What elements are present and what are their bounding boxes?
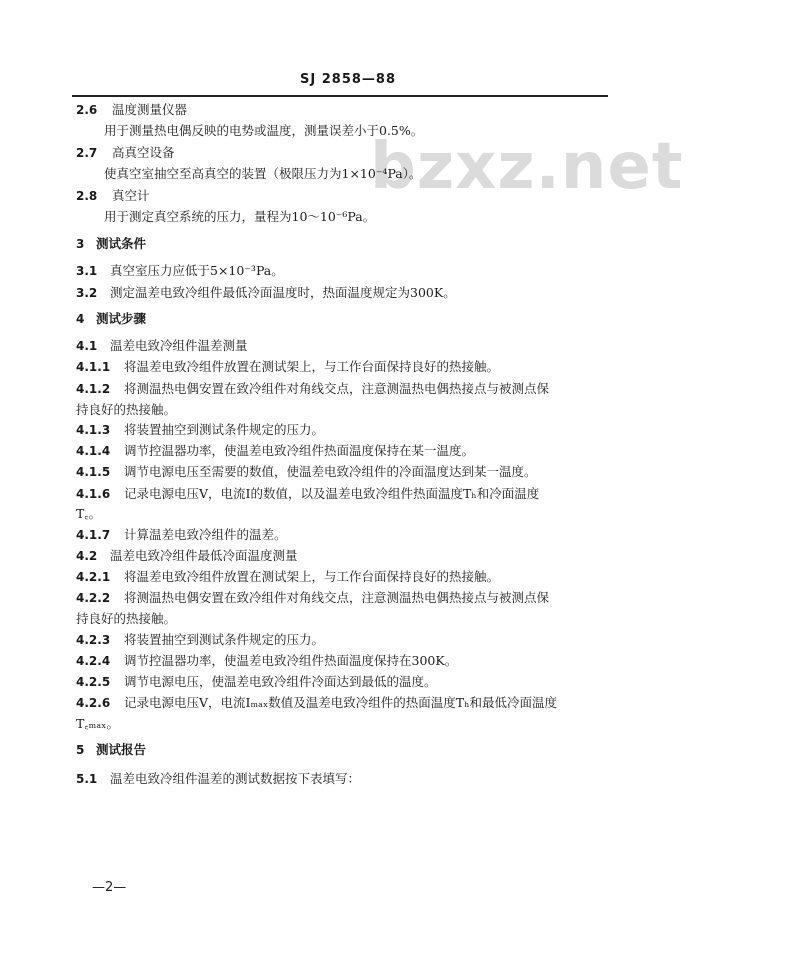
section-number: 5.1	[76, 772, 98, 786]
section-number: 4	[76, 312, 85, 326]
body-text: 用于测定真空系统的压力，量程为10～10⁻⁶Pa。	[104, 209, 376, 224]
body-text: 将装置抽空到测试条件规定的压力。	[124, 632, 325, 647]
body-text: 计算温差电致冷组件的温差。	[124, 527, 287, 542]
section-number: 4.1.5	[76, 465, 111, 479]
section-title: 温度测量仪器	[112, 102, 188, 117]
body-text: T꜀。	[76, 506, 102, 521]
body-text: 将温差电致冷组件放置在测试架上，与工作台面保持良好的热接触。	[124, 569, 500, 584]
body-text: 将温差电致冷组件放置在测试架上，与工作台面保持良好的热接触。	[124, 359, 500, 374]
watermark: bzxz.net	[370, 130, 684, 204]
section-number: 4.1.6	[76, 487, 111, 501]
body-text: 记录电源电压V，电流I的数值，以及温差电致冷组件热面温度Tₕ和冷面温度	[124, 486, 540, 501]
header-rule	[72, 95, 608, 97]
section-number: 4.1.7	[76, 528, 111, 542]
body-text: 调节电源电压至需要的数值，使温差电致冷组件的冷面温度达到某一温度。	[124, 464, 537, 479]
body-text: 调节控温器功率，使温差电致冷组件热面温度保持在某一温度。	[124, 443, 475, 458]
body-text: T꜀ₘₐₓ。	[76, 716, 119, 731]
body-text: 将测温热电偶安置在致冷组件对角线交点，注意测温热电偶热接点与被测点保	[124, 381, 550, 396]
body-text: 持良好的热接触。	[76, 402, 177, 417]
body-text: 使真空室抽空至高真空的装置（极限压力为1×10⁻⁴Pa）。	[104, 166, 422, 181]
section-number: 3.2	[76, 286, 98, 300]
section-number: 2.7	[76, 146, 98, 160]
section-number: 4.2.1	[76, 570, 111, 584]
section-title: 测试条件	[96, 236, 147, 251]
body-text: 温差电致冷组件最低冷面温度测量	[110, 548, 298, 563]
section-number: 4.1	[76, 339, 98, 353]
body-text: 持良好的热接触。	[76, 611, 177, 626]
body-text: 调节控温器功率，使温差电致冷组件热面温度保持在300K。	[124, 653, 458, 668]
section-number: 4.2	[76, 549, 98, 563]
body-text: 真空室压力应低于5×10⁻³Pa。	[110, 263, 284, 278]
body-text: 调节电源电压，使温差电致冷组件冷面达到最低的温度。	[124, 674, 437, 689]
section-title: 测试步骤	[96, 311, 147, 326]
section-number: 4.2.3	[76, 633, 111, 647]
body-text: 温差电致冷组件温差测量	[110, 338, 248, 353]
page-number: —2—	[92, 880, 127, 895]
section-number: 3	[76, 237, 85, 251]
section-number: 4.1.1	[76, 360, 111, 374]
standard-code-header: SJ 2858—88	[300, 72, 396, 87]
section-number: 3.1	[76, 264, 98, 278]
body-text: 将装置抽空到测试条件规定的压力。	[124, 422, 325, 437]
section-number: 4.2.5	[76, 675, 111, 689]
section-number: 4.1.2	[76, 382, 111, 396]
section-number: 4.2.2	[76, 591, 111, 605]
section-title: 高真空设备	[112, 145, 175, 160]
section-number: 4.2.6	[76, 696, 111, 710]
body-text: 用于测量热电偶反映的电势或温度，测量误差小于0.5%。	[104, 123, 424, 138]
body-text: 将测温热电偶安置在致冷组件对角线交点，注意测温热电偶热接点与被测点保	[124, 590, 550, 605]
section-number: 4.2.4	[76, 654, 111, 668]
section-number: 4.1.3	[76, 423, 111, 437]
section-number: 4.1.4	[76, 444, 111, 458]
body-text: 温差电致冷组件温差的测试数据按下表填写：	[110, 771, 361, 786]
section-title: 真空计	[112, 188, 150, 203]
body-text: 测定温差电致冷组件最低冷面温度时，热面温度规定为300K。	[110, 285, 456, 300]
body-text: 记录电源电压V，电流Iₘₐₓ数值及温差电致冷组件的热面温度Tₕ和最低冷面温度	[124, 695, 557, 710]
section-title: 测试报告	[96, 742, 147, 757]
section-number: 2.6	[76, 103, 98, 117]
section-number: 5	[76, 743, 85, 757]
section-number: 2.8	[76, 189, 98, 203]
